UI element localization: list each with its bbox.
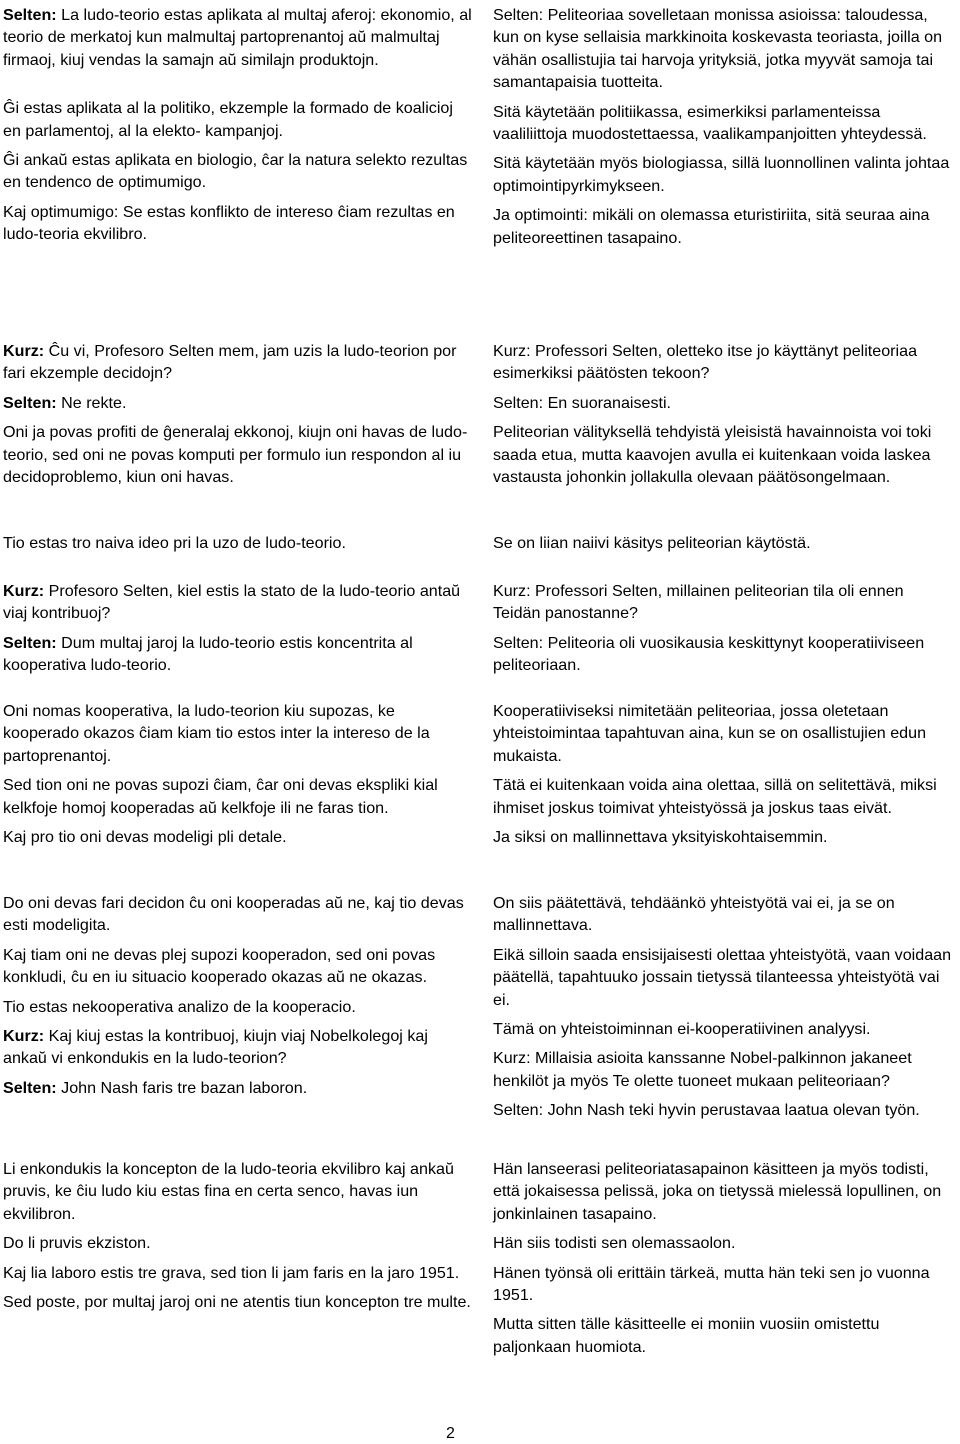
- paragraph: Kurz: Profesoro Selten, kiel estis la stato de la ludo-teorio antaŭ viaj kontribuoj?: [3, 582, 461, 623]
- paragraph: Kaj lia laboro estis tre grava, sed tion li jam faris en la jaro 1951.: [3, 1263, 460, 1282]
- paragraph: Ĝi estas aplikata al la politiko, ekzemple la formado de koalicioj en parlamentoj, al la elekto- kampanjoj.: [3, 99, 453, 140]
- paragraph: Kaj pro tio oni devas modeligi pli detale.: [3, 828, 287, 847]
- finnish-column: [493, 1158, 955, 1365]
- finnish-column: [493, 892, 955, 1129]
- paragraph: Kurz: Professori Selten, oletteko itse jo käyttänyt peliteoriaa esimerkiksi päätösten tekoon?: [493, 342, 918, 383]
- speaker-label: Selten:: [3, 393, 57, 412]
- section-4: [0, 580, 960, 680]
- paragraph: Selten: John Nash teki hyvin perustavaa laatua olevan työn.: [493, 1101, 920, 1120]
- paragraph: Selten: John Nash faris tre bazan laboron.: [3, 1078, 308, 1097]
- paragraph: Hän siis todisti sen olemassaolon.: [493, 1234, 736, 1253]
- spacer: [3, 78, 475, 97]
- esperanto-column: [3, 580, 475, 684]
- speaker-label: Kurz:: [3, 342, 45, 360]
- paragraph: Sitä käytetään myös biologiassa, sillä luonnollinen valinta johtaa optimointipyrkimykseen.: [493, 154, 950, 195]
- paragraph: Selten: Peliteoriaa sovelletaan monissa asioissa: taloudessa, kun on kyse sellaisia markkinoita koskevasta teoriasta, joilla on vähän osallistujia tai harvoja yrityksiä, jotka myyvät samoja tai samantapaisia tuotteita.: [493, 6, 943, 92]
- paragraph: Kurz: Professori Selten, millainen peliteorian tila oli ennen Teidän panostanne?: [493, 582, 904, 623]
- paragraph: Selten: Dum multaj jaroj la ludo-teorio estis koncentrita al kooperativa ludo-teorio.: [3, 633, 413, 675]
- finnish-column: [493, 4, 955, 256]
- finnish-column: [493, 700, 955, 855]
- paragraph: Do oni devas fari decidon ĉu oni kooperadas aŭ ne, kaj tio devas esti modeligita.: [3, 894, 464, 935]
- esperanto-column: [3, 700, 475, 855]
- paragraph: Hänen työnsä oli erittäin tärkeä, mutta hän teki sen jo vuonna 1951.: [493, 1263, 930, 1305]
- paragraph: Li enkondukis la koncepton de la ludo-teoria ekvilibro kaj ankaŭ pruvis, ke ĉiu ludo kiu estas fina en certa senco, havas iun ekvilibron.: [3, 1160, 454, 1223]
- paragraph: Tio estas nekooperativa analizo de la kooperacio.: [3, 997, 356, 1016]
- speaker-label: Selten:: [3, 1078, 57, 1097]
- paragraph: Kaj tiam oni ne devas plej supozi kooperadon, sed oni povas konkludi, ĉu en iu situacio kooperado okazas aŭ ne okazas.: [3, 945, 436, 987]
- paragraph: Ja optimointi: mikäli on olemassa eturistiriita, sitä seuraa aina peliteoreettinen tasapaino.: [493, 206, 930, 247]
- paragraph: Ja siksi on mallinnettava yksityiskohtaisemmin.: [493, 828, 828, 847]
- paragraph: Hän lanseerasi peliteoriatasapainon käsitteen ja myös todisti, että jokaisessa pelissä, joka on tietyssä mielessä lopullinen, on jonkinlainen tasapaino.: [493, 1160, 942, 1223]
- section-1: [0, 4, 960, 294]
- paragraph: Oni nomas kooperativa, la ludo-teorion kiu supozas, ke kooperado okazos ĉiam kiam tio estos inter la intereso de la partoprenantoj.: [3, 702, 430, 765]
- finnish-column: [493, 340, 955, 495]
- paragraph: Eikä silloin saada ensisijaisesti olettaa yhteistyötä, vaan voidaan päätellä, tapahtuuko jossain tietyssä tilanteessa yhteistyötä vai ei.: [493, 945, 952, 1009]
- section-2: [0, 340, 960, 500]
- esperanto-column: [3, 1158, 475, 1320]
- esperanto-column: [3, 892, 475, 1106]
- paragraph: Peliteorian välityksellä tehdyistä yleisistä havainnoista voi toki saada etua, mutta kaavojen avulla ei kuitenkaan voida laskea vastausta johonkin jollakulla olevaan päätösongelmaan.: [493, 423, 932, 487]
- page-number: 2: [446, 1425, 455, 1442]
- section-3: [0, 532, 960, 560]
- paragraph: Se on liian naiivi käsitys peliteorian käytöstä.: [493, 534, 811, 552]
- paragraph: Kaj optimumigo: Se estas konflikto de intereso ĉiam rezultas en ludo-teoria ekvilibro.: [3, 202, 455, 244]
- paragraph: Kooperatiiviseksi nimitetään peliteoriaa, jossa oletetaan yhteistoimintaa tapahtuvan aina, kun se on osallistujien edun mukaista.: [493, 702, 927, 765]
- finnish-column: [493, 580, 955, 684]
- paragraph: Tätä ei kuitenkaan voida aina olettaa, sillä on selitettävä, miksi ihmiset joskus toimivat yhteistyössä ja joskus taas eivät.: [493, 776, 937, 817]
- paragraph: Sitä käytetään politiikassa, esimerkiksi parlamenteissa vaaliliittoja muodostettaessa, vaalikampanjoitten yhteydessä.: [493, 102, 927, 144]
- speaker-label: Selten:: [3, 6, 57, 24]
- speaker-label: Kurz:: [3, 582, 45, 600]
- paragraph: Kurz: Kaj kiuj estas la kontribuoj, kiujn viaj Nobelkolegoj kaj ankaŭ vi enkondukis en la ludo-teorion?: [3, 1027, 428, 1068]
- paragraph: Kurz: Ĉu vi, Profesoro Selten mem, jam uzis la ludo-teorion por fari ekzemple decidojn?: [3, 342, 457, 383]
- paragraph: Selten: Peliteoria oli vuosikausia keskittynyt kooperatiiviseen peliteoriaan.: [493, 633, 925, 675]
- paragraph: Tämä on yhteistoiminnan ei-kooperatiivinen analyysi.: [493, 1020, 871, 1039]
- paragraph: Sed tion oni ne povas supozi ĉiam, ĉar oni devas ekspliki kial kelkfoje homoj kooperadas aŭ kelkfoje ili ne faras tion.: [3, 776, 438, 817]
- speaker-label: Kurz:: [3, 1027, 45, 1046]
- paragraph: Selten: Ne rekte.: [3, 393, 127, 412]
- paragraph: On siis päätettävä, tehdäänkö yhteistyötä vai ei, ja se on mallinnettava.: [493, 894, 895, 935]
- paragraph: Do li pruvis ekziston.: [3, 1234, 151, 1253]
- section-7: [0, 1158, 960, 1358]
- section-5: [0, 700, 960, 870]
- finnish-column: [493, 532, 955, 561]
- esperanto-column: [3, 340, 475, 495]
- paragraph: Mutta sitten tälle käsitteelle ei moniin vuosiin omistettu paljonkaan huomiota.: [493, 1315, 880, 1356]
- paragraph: Ĝi ankaŭ estas aplikata en biologio, ĉar la natura selekto rezultas en tendenco de optimumigo.: [3, 151, 468, 192]
- section-6: [0, 892, 960, 1162]
- paragraph: Kurz: Millaisia asioita kanssanne Nobel-palkinnon jakaneet henkilöt ja myös Te olette tuoneet mukaan peliteoriaan?: [493, 1049, 912, 1090]
- paragraph: Selten: En suoranaisesti.: [493, 393, 672, 412]
- paragraph: Sed poste, por multaj jaroj oni ne atentis tiun koncepton tre multe.: [3, 1293, 471, 1312]
- esperanto-column: [3, 4, 475, 253]
- paragraph: Oni ja povas profiti de ĝeneralaj ekkonoj, kiujn oni havas de ludo-teorio, sed oni ne povas komputi per formulo iun respondon al iu decidoproblemo, kiun oni havas.: [3, 423, 468, 487]
- paragraph: Tio estas tro naiva ideo pri la uzo de ludo-teorio.: [3, 534, 346, 552]
- speaker-label: Selten:: [3, 633, 57, 652]
- paragraph: Selten: La ludo-teorio estas aplikata al multaj aferoj: ekonomio, al teorio de merkatoj kun malmultaj partoprenantoj aŭ malmultaj firmaoj, kiuj vendas la samajn aŭ similajn produktojn.: [3, 6, 472, 69]
- esperanto-column: [3, 532, 475, 561]
